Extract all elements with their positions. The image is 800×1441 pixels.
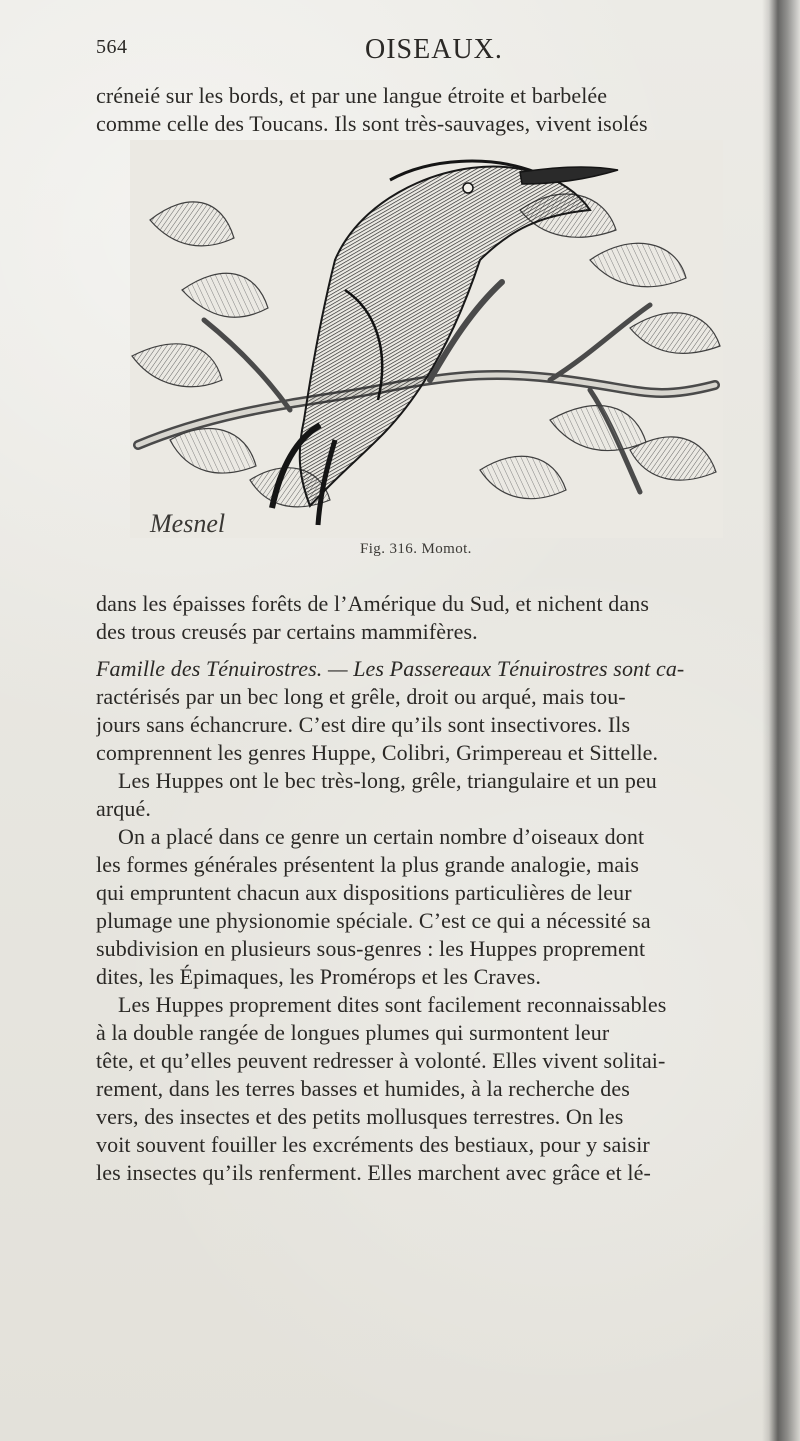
text-line: comme celle des Toucans. Ils sont très-sauvages, vivent isolés: [96, 111, 648, 136]
text-line: à la double rangée de longues plumes qui surmontent leur: [96, 1020, 610, 1045]
text-line: des trous creusés par certains mammifères.: [96, 619, 478, 644]
text-line: tête, et qu’elles peuvent redresser à volonté. Elles vivent solitai-: [96, 1048, 666, 1073]
text-line: les formes générales présentent la plus grande analogie, mais: [96, 852, 640, 877]
bird-engraving-svg: [130, 140, 723, 538]
after-figure-paragraph: [96, 590, 764, 646]
figure-caption: Fig. 316. Momot.: [360, 541, 472, 557]
page-header: [96, 36, 752, 76]
text-line: arqué.: [96, 796, 151, 821]
text-line: dans les épaisses forêts de l’Amérique du Sud, et nichent dans: [96, 591, 650, 616]
svg-text:Mesnel: Mesnel: [150, 509, 226, 538]
text-line: subdivision en plusieurs sous-genres : les Huppes proprement: [96, 936, 646, 961]
text-line: voit souvent fouiller les excréments des bestiaux, pour y saisir: [96, 1132, 650, 1157]
family-heading-line: Famille des Ténuirostres. — Les Passereaux Ténuirostres sont ca-: [96, 656, 685, 681]
text-line: rement, dans les terres basses et humides, à la recherche des: [96, 1076, 630, 1101]
momot-illustration: [130, 140, 723, 538]
running-title: OISEAUX.: [365, 34, 503, 65]
page-number: 564: [96, 36, 128, 58]
text-line: créneié sur les bords, et par une langue étroite et barbelée: [96, 83, 608, 108]
text-line: comprennent les genres Huppe, Colibri, Grimpereau et Sittelle.: [96, 740, 659, 765]
tenuirostres-section: [96, 655, 764, 1187]
artist-signature: [149, 509, 225, 538]
text-line: Les Huppes proprement dites sont facilement reconnaissables: [118, 992, 667, 1017]
page-edge-shadow: [762, 0, 800, 1441]
text-line: qui empruntent chacun aux dispositions particulières de leur: [96, 880, 632, 905]
text-line: les insectes qu’ils renferment. Elles marchent avec grâce et lé-: [96, 1160, 651, 1185]
text-line: plumage une physionomie spéciale. C’est ce qui a nécessité sa: [96, 908, 651, 933]
text-line: vers, des insectes et des petits mollusques terrestres. On les: [96, 1104, 624, 1129]
text-line: jours sans échancrure. C’est dire qu’ils sont insectivores. Ils: [96, 712, 631, 737]
text-line: On a placé dans ce genre un certain nombre d’oiseaux dont: [118, 824, 645, 849]
top-paragraph: [96, 82, 764, 138]
text-line: dites, les Épimaques, les Promérops et les Craves.: [96, 964, 541, 989]
text-line: Les Huppes ont le bec très-long, grêle, triangulaire et un peu: [118, 768, 657, 793]
text-line: ractérisés par un bec long et grêle, droit ou arqué, mais tou-: [96, 684, 626, 709]
